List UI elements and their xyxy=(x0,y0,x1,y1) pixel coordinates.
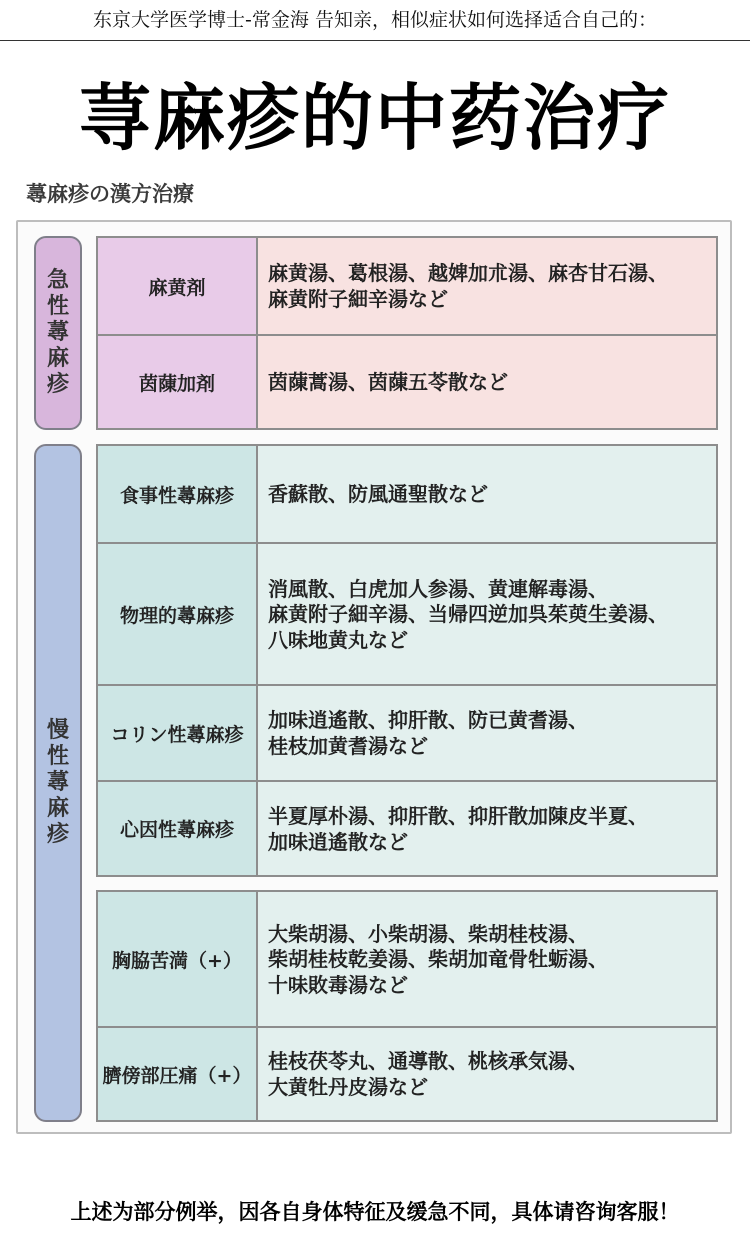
row-label: 物理的蕁麻疹 xyxy=(98,544,258,684)
remedy-line: 大柴胡湯、小柴胡湯、柴胡桂枝湯、 xyxy=(268,921,588,946)
top-caption: 东京大学医学博士-常金海 告知亲，相似症状如何选择适合自己的： xyxy=(0,0,750,41)
remedy-line: 麻黄附子細辛湯、当帰四逆加呉茱萸生姜湯、 xyxy=(268,602,668,627)
table-row xyxy=(98,1026,716,1120)
remedy-line: 麻黄附子細辛湯など xyxy=(268,287,448,311)
table-row xyxy=(98,238,716,334)
table-row xyxy=(98,446,716,542)
side-char: 麻 xyxy=(46,796,69,821)
chronic-group-abdominal xyxy=(96,890,718,1122)
row-remedies xyxy=(258,238,716,334)
row-label: 心因性蕁麻疹 xyxy=(98,782,258,875)
side-label-acute xyxy=(34,236,82,430)
side-char: 慢 xyxy=(46,718,69,743)
row-remedies xyxy=(258,686,716,780)
remedy-line: 桂枝茯苓丸、通導散、桃核承気湯、 xyxy=(268,1049,588,1074)
row-label: 胸脇苦満（+） xyxy=(98,892,258,1026)
side-label-chronic xyxy=(34,444,82,1122)
side-char: 蕁 xyxy=(46,770,69,795)
side-char: 急 xyxy=(46,268,69,293)
bottom-note: 上述为部分例举，因各自身体特征及缓急不同，具体请咨询客服！ xyxy=(70,1199,680,1224)
table-heading: 蕁麻疹の漢方治療 xyxy=(26,182,194,206)
row-remedies xyxy=(258,892,716,1026)
remedy-line: 桂枝加黄耆湯など xyxy=(268,734,428,758)
remedy-line: 柴胡桂枝乾姜湯、柴胡加竜骨牡蛎湯、 xyxy=(268,947,608,972)
remedy-line: 十味敗毒湯など xyxy=(268,972,408,997)
row-label: コリン性蕁麻疹 xyxy=(98,686,258,780)
side-char: 蕁 xyxy=(46,320,69,345)
remedy-line: 茵蔯蒿湯、茵蔯五苓散など xyxy=(268,370,508,395)
page-title: 荨麻疹的中药治疗 xyxy=(78,76,671,160)
table-row xyxy=(98,684,716,780)
remedy-line: 香蘇散、防風通聖散など xyxy=(268,482,488,507)
row-remedies xyxy=(258,336,716,428)
remedy-line: 加味逍遙散、抑肝散、防已黄耆湯、 xyxy=(268,708,588,733)
side-char: 性 xyxy=(46,744,69,769)
remedy-line: 八味地黄丸など xyxy=(268,627,408,652)
table-row xyxy=(98,780,716,875)
remedy-line: 大黄牡丹皮湯など xyxy=(268,1075,428,1099)
table-row xyxy=(98,892,716,1026)
row-remedies xyxy=(258,782,716,875)
side-char: 性 xyxy=(46,294,69,319)
row-label: 食事性蕁麻疹 xyxy=(98,446,258,542)
chronic-group-causes xyxy=(96,444,718,877)
row-label: 臍傍部圧痛（+） xyxy=(98,1028,258,1120)
row-label: 茵蔯加剤 xyxy=(98,336,258,428)
side-char: 麻 xyxy=(46,346,69,371)
remedy-line: 消風散、白虎加人参湯、黄連解毒湯、 xyxy=(268,576,608,601)
side-char: 疹 xyxy=(46,372,69,397)
row-remedies xyxy=(258,544,716,684)
row-remedies xyxy=(258,446,716,542)
remedy-line: 半夏厚朴湯、抑肝散、抑肝散加陳皮半夏、 xyxy=(268,803,648,828)
row-remedies xyxy=(258,1028,716,1120)
acute-group xyxy=(96,236,718,430)
remedy-line: 加味逍遙散など xyxy=(268,829,408,854)
table-row xyxy=(98,334,716,428)
table-row xyxy=(98,542,716,684)
row-label: 麻黄剤 xyxy=(98,238,258,334)
remedy-line: 麻黄湯、葛根湯、越婢加朮湯、麻杏甘石湯、 xyxy=(268,261,668,286)
side-char: 疹 xyxy=(46,822,69,847)
